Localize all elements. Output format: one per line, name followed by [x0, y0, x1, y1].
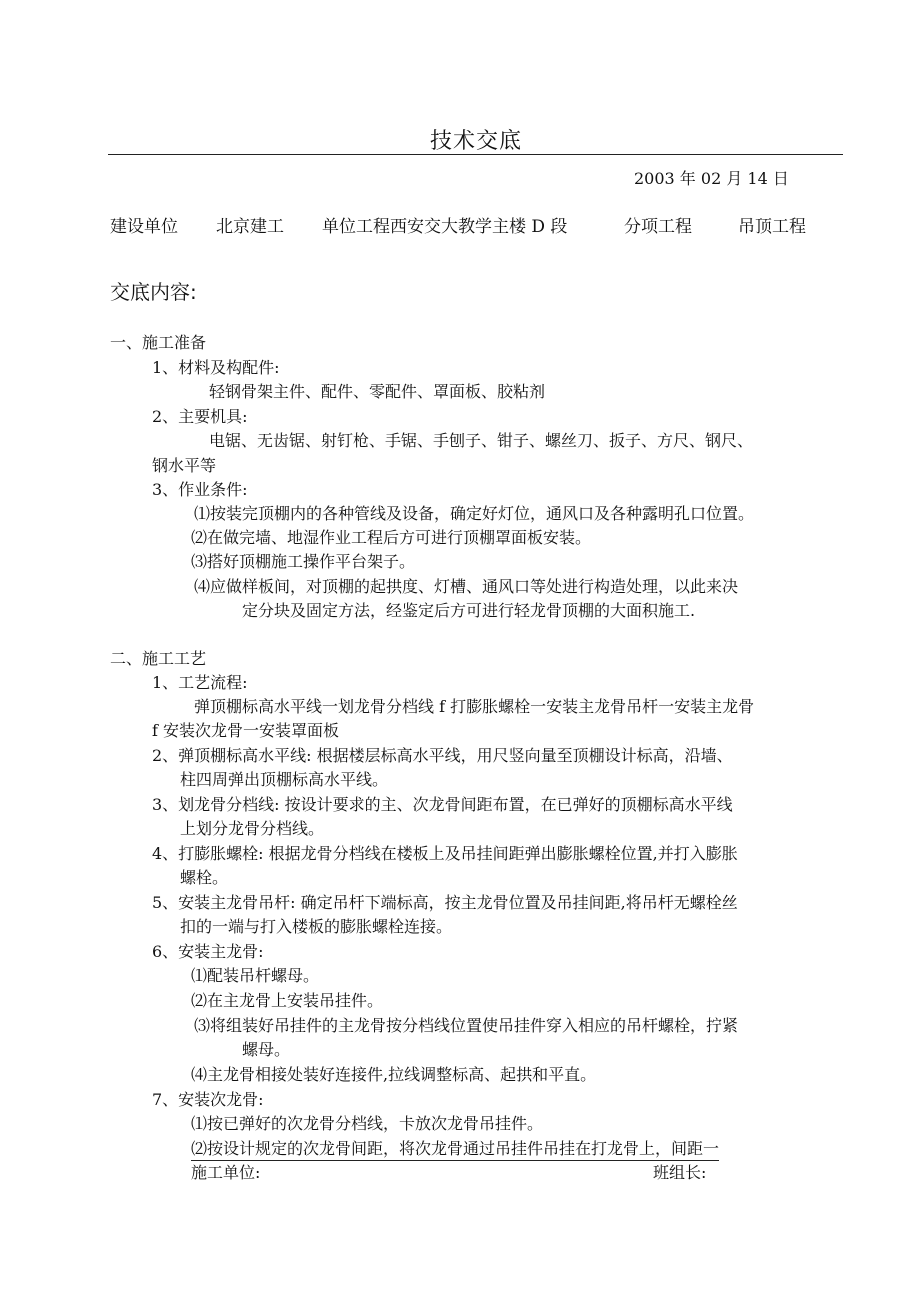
condition-1: ⑴按装完顶棚内的各种管线及设备，确定好灯位，通风口及各种露明孔口位置。 [194, 504, 755, 523]
section-2-title: 二、施工工艺 [110, 649, 207, 668]
step-2-line-1: 2、弹顶棚标高水平线: 根据楼层标高水平线，用尺竖向量至顶棚设计标高，沿墙、 [152, 746, 733, 765]
step-6-item-3-line-1: ⑶将组装好吊挂件的主龙骨按分档线位置使吊挂件穿入相应的吊杆螺栓，拧紧 [194, 1016, 739, 1035]
step-1-line-2: f 安装次龙骨一安装罩面板 [152, 721, 340, 740]
item-2-body-line-1: 电锯、无齿锯、射钉枪、手锯、手刨子、钳子、螺丝刀、扳子、方尺、钢尺、 [209, 431, 754, 450]
item-1-title: 1、材料及构配件: [152, 358, 280, 377]
condition-4-line-2: 定分块及固定方法，经鉴定后方可进行轻龙骨顶棚的大面积施工. [242, 601, 696, 620]
unit-value: 北京建工 [216, 217, 284, 237]
project-name: 单位工程西安交大教学主楼 D 段 [322, 217, 568, 237]
step-5-line-2: 扣的一端与打入楼板的膨胀螺栓连接。 [180, 917, 453, 936]
section-1-title: 一、施工准备 [110, 333, 207, 352]
item-1-body: 轻钢骨架主件、配件、零配件、罩面板、胶粘剂 [209, 382, 546, 401]
step-3-line-2: 上划分龙骨分档线。 [180, 819, 325, 838]
subitem-value: 吊顶工程 [738, 217, 806, 237]
step-6-item-2: ⑵在主龙骨上安装吊挂件。 [191, 991, 384, 1010]
step-6-item-1: ⑴配装吊杆螺母。 [191, 966, 320, 985]
item-2-title: 2、主要机具: [152, 407, 248, 426]
title-divider [108, 154, 843, 155]
step-1-line-1: 弹顶棚标高水平线一划龙骨分档线 f 打膨胀螺栓一安装主龙骨吊杆一安装主龙骨 [194, 697, 755, 716]
step-7-item-1: ⑴按已弹好的次龙骨分档线，卡放次龙骨吊挂件。 [191, 1114, 544, 1133]
step-6-item-4: ⑷主龙骨相接处装好连接件,拉线调整标高、起拱和平直。 [191, 1065, 597, 1084]
step-4-line-1: 4、打膨胀螺栓: 根据龙骨分档线在楼板上及吊挂间距弹出膨胀螺栓位置,并打入膨胀 [152, 844, 738, 863]
step-2-line-2: 柱四周弹出顶棚标高水平线。 [180, 770, 389, 789]
condition-3: ⑶搭好顶棚施工操作平台架子。 [191, 552, 416, 571]
unit-label: 建设单位 [110, 217, 178, 237]
item-2-body-line-2: 钢水平等 [152, 456, 217, 475]
subitem-label: 分项工程 [624, 217, 692, 237]
step-6-title: 6、安装主龙骨: [152, 942, 264, 961]
step-7-item-2: ⑵按设计规定的次龙骨间距，将次龙骨通过吊挂件吊挂在打龙骨上，间距一 [191, 1136, 719, 1161]
condition-2: ⑵在做完墙、地湿作业工程后方可进行顶棚罩面板安装。 [191, 528, 592, 547]
step-3-line-1: 3、划龙骨分档线: 按设计要求的主、次龙骨间距布置，在已弹好的顶棚标高水平线 [152, 795, 733, 814]
team-leader-label: 班组长: [653, 1163, 707, 1182]
step-4-line-2: 螺栓。 [180, 868, 229, 887]
item-3-title: 3、作业条件: [152, 480, 248, 499]
step-7-title: 7、安装次龙骨: [152, 1090, 264, 1109]
construction-unit-label: 施工单位: [191, 1163, 261, 1182]
step-1-title: 1、工艺流程: [152, 673, 248, 692]
condition-4-line-1: ⑷应做样板间，对顶棚的起拱度、灯槽、通风口等处进行构造处理，以此来决 [194, 577, 739, 596]
document-date: 2003 年 02 月 14 日 [634, 169, 789, 188]
step-5-line-1: 5、安装主龙骨吊杆: 确定吊杆下端标高，按主龙骨位置及吊挂间距,将吊杆无螺栓丝 [152, 893, 738, 912]
step-6-item-3-line-2: 螺母。 [242, 1040, 291, 1059]
content-heading: 交底内容: [110, 280, 197, 304]
document-title: 技术交底 [429, 129, 522, 154]
